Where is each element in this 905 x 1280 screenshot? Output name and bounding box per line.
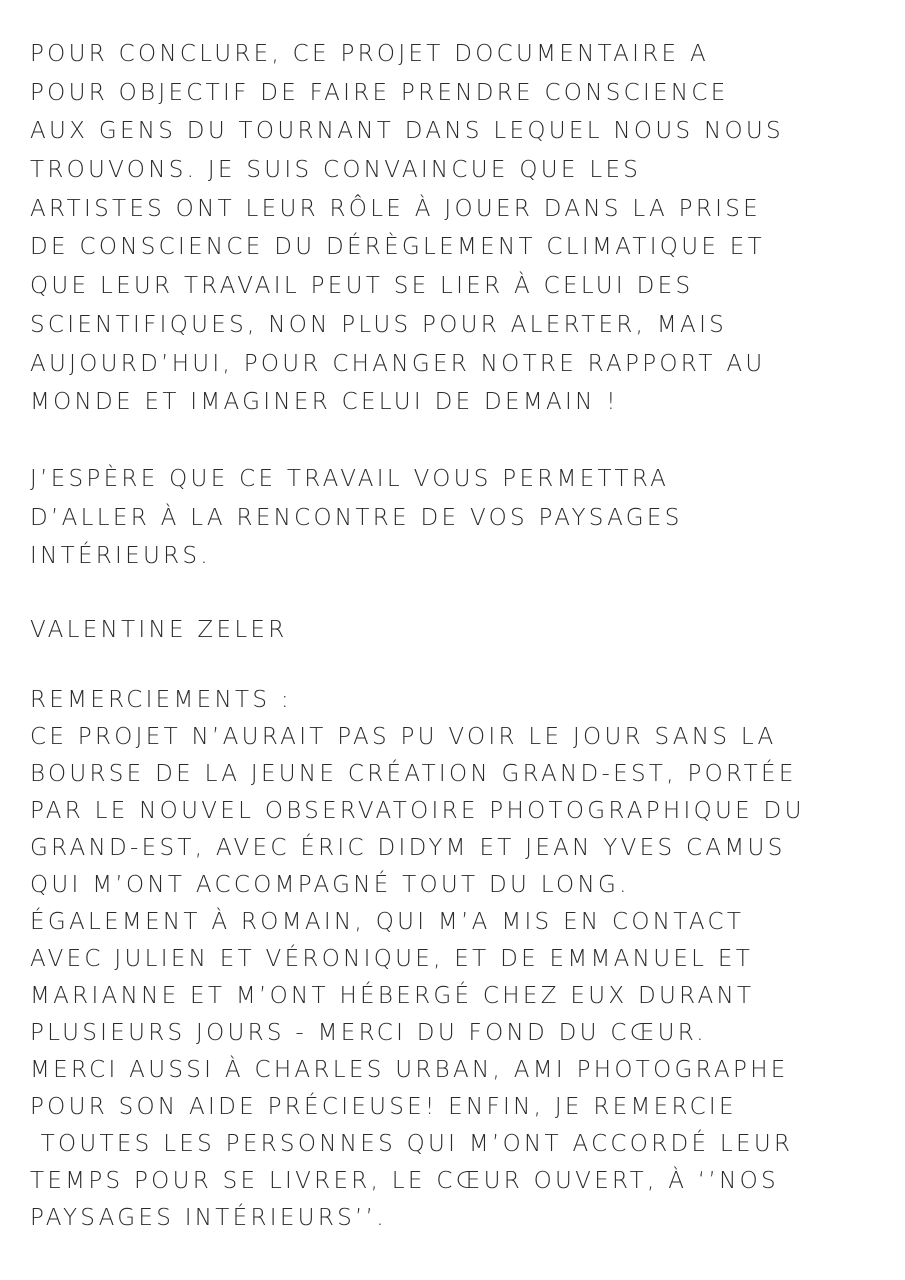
text-line: ARTISTES ONT LEUR RÔLE À JOUER DANS LA PRISE xyxy=(30,195,761,222)
text-line: BOURSE DE LA JEUNE CRÉATION GRAND-EST, PORTÉE xyxy=(30,760,797,787)
text-line: AUX GENS DU TOURNANT DANS LEQUEL NOUS NOUS xyxy=(30,118,784,145)
text-line: TOUTES LES PERSONNES QUI M’ONT ACCORDÉ LEUR xyxy=(30,1130,794,1157)
paragraph-spacer xyxy=(30,422,890,460)
text-line: POUR OBJECTIF DE FAIRE PRENDRE CONSCIENCE xyxy=(30,79,729,106)
paragraph-spacer xyxy=(30,576,890,612)
conclusion-paragraph xyxy=(30,35,890,422)
paragraph-spacer xyxy=(30,649,890,682)
text-line: INTÉRIEURS. xyxy=(30,543,211,570)
text-line: AUJOURD’HUI, POUR CHANGER NOTRE RAPPORT AU xyxy=(30,350,766,377)
text-line: PLUSIEURS JOURS - MERCI DU FOND DU CŒUR. xyxy=(30,1019,707,1046)
author-signature: VALENTINE ZELER xyxy=(30,616,288,643)
text-line: QUE LEUR TRAVAIL PEUT SE LIER À CELUI DES xyxy=(30,273,694,300)
text-line: POUR SON AIDE PRÉCIEUSE! ENFIN, JE REMERCIE xyxy=(30,1093,737,1120)
text-line: PAYSAGES INTÉRIEURS’’. xyxy=(30,1204,387,1231)
text-line: MARIANNE ET M’ONT HÉBERGÉ CHEZ EUX DURANT xyxy=(30,982,755,1009)
text-line: CE PROJET N’AURAIT PAS PU VOIR LE JOUR SANS LA xyxy=(30,723,777,750)
text-line: GRAND-EST, AVEC ÉRIC DIDYM ET JEAN YVES CAMUS xyxy=(30,834,786,861)
text-line: AVEC JULIEN ET VÉRONIQUE, ET DE EMMANUEL ET xyxy=(30,945,754,972)
acknowledgements-section xyxy=(30,682,890,1237)
text-line: D’ALLER À LA RENCONTRE DE VOS PAYSAGES xyxy=(30,504,683,531)
signature-block xyxy=(30,612,890,649)
text-line: DE CONSCIENCE DU DÉRÈGLEMENT CLIMATIQUE ET xyxy=(30,234,765,261)
text-line: TEMPS POUR SE LIVRER, LE CŒUR OUVERT, À ‘’NOS xyxy=(30,1167,779,1194)
text-line: TROUVONS. JE SUIS CONVAINCUE QUE LES xyxy=(30,157,642,184)
text-line: POUR CONCLURE, CE PROJET DOCUMENTAIRE A xyxy=(30,41,710,67)
text-line: QUI M’ONT ACCOMPAGNÉ TOUT DU LONG. xyxy=(30,871,630,898)
text-line: J’ESPÈRE QUE CE TRAVAIL VOUS PERMETTRA xyxy=(30,465,670,492)
text-line: PAR LE NOUVEL OBSERVATOIRE PHOTOGRAPHIQUE DU xyxy=(30,797,805,824)
hope-paragraph xyxy=(30,460,890,576)
acknowledgements-heading: REMERCIEMENTS : xyxy=(30,686,292,713)
text-line: MERCI AUSSI À CHARLES URBAN, AMI PHOTOGRAPHE xyxy=(30,1056,789,1083)
text-line: SCIENTIFIQUES, NON PLUS POUR ALERTER, MAIS xyxy=(30,311,728,338)
text-line: MONDE ET IMAGINER CELUI DE DEMAIN ! xyxy=(30,389,619,416)
document-page xyxy=(30,35,890,1237)
text-line: ÉGALEMENT À ROMAIN, QUI M’A MIS EN CONTACT xyxy=(30,908,745,935)
